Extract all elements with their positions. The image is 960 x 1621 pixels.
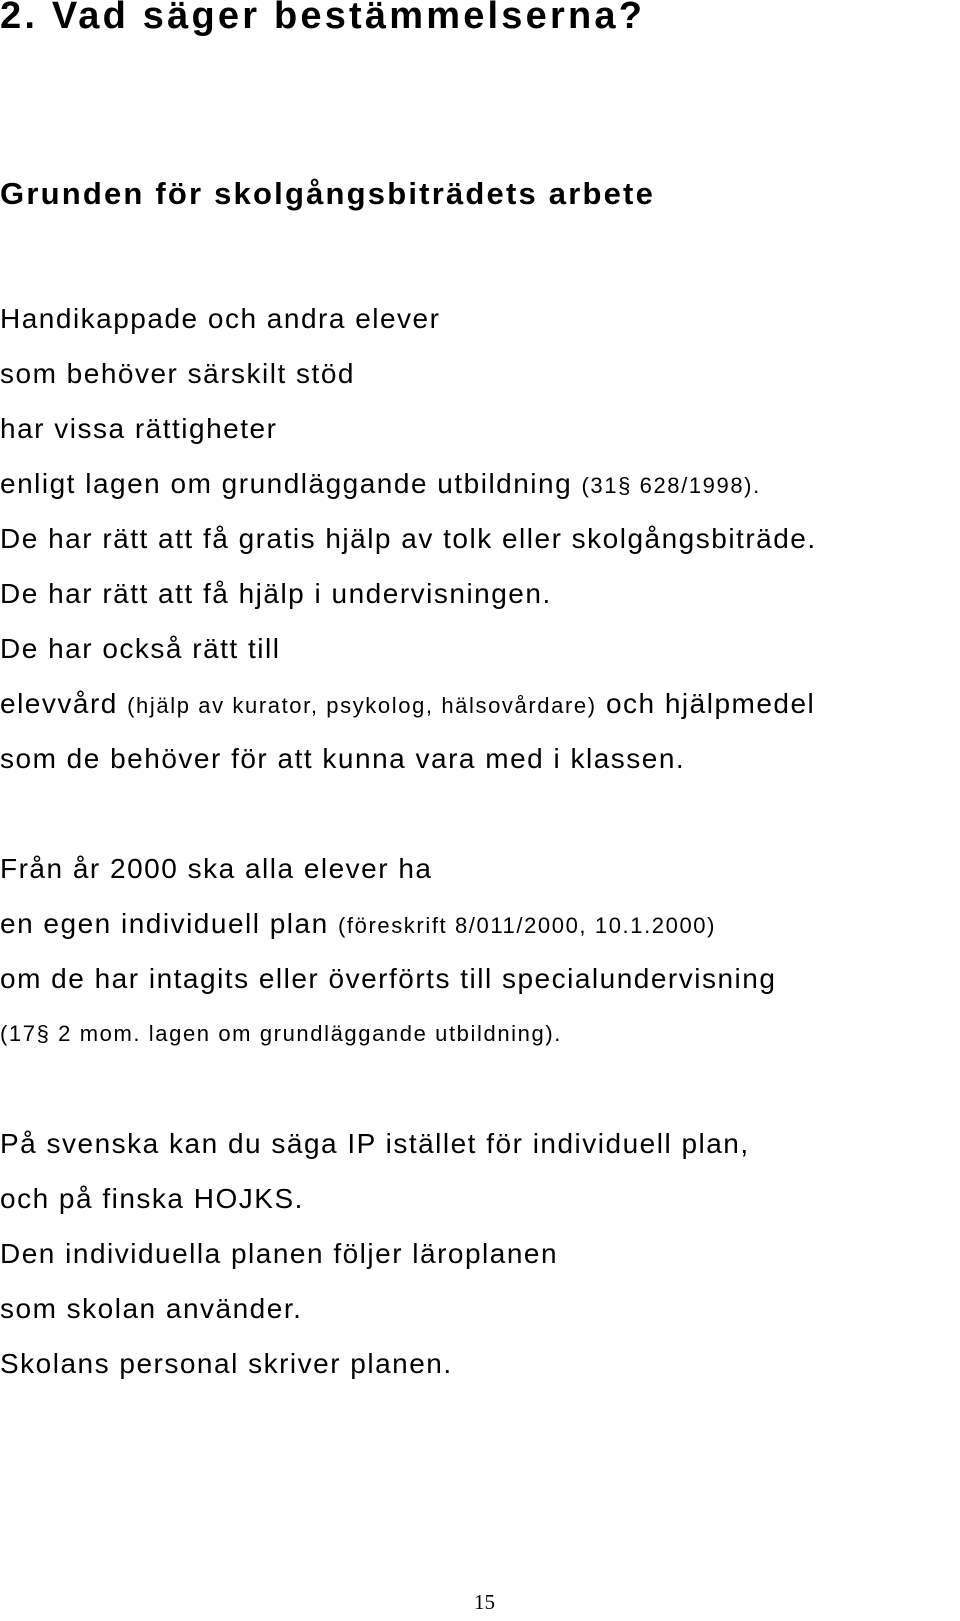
- para2-line2: [0, 907, 716, 943]
- para1-line4: [0, 467, 761, 503]
- para1-line9: som de behöver för att kunna vara med i klassen.: [0, 743, 686, 774]
- para1-line8-end: och hjälpmedel: [605, 688, 816, 719]
- subsection-heading: Grunden för skolgångsbiträdets arbete: [0, 176, 656, 211]
- para3-line1: På svenska kan du säga IP istället för individuell plan,: [0, 1128, 750, 1159]
- para1-line8-start: elevvård: [0, 688, 118, 719]
- para2-line4: (17§ 2 mom. lagen om grundläggande utbildning).: [0, 1021, 562, 1046]
- para3-line3: Den individuella planen följer läroplanen: [0, 1238, 559, 1269]
- para1-line6: De har rätt att få hjälp i undervisningen.: [0, 578, 552, 609]
- para3-line2: och på finska HOJKS.: [0, 1183, 304, 1214]
- para2-line1: Från år 2000 ska alla elever ha: [0, 853, 433, 884]
- elevvard-explanation: (hjälp av kurator, psykolog, hälsovårdare): [127, 693, 597, 718]
- para1-line8: [0, 687, 815, 723]
- para2-line2-text: en egen individuell plan: [0, 908, 329, 939]
- section-heading: 2. Vad säger bestämmelserna?: [0, 0, 646, 37]
- para1-line1: Handikappade och andra elever: [0, 303, 441, 334]
- para1-line7: De har också rätt till: [0, 633, 281, 664]
- regulation-reference: (föreskrift 8/011/2000, 10.1.2000): [337, 913, 717, 938]
- para1-line3: har vissa rättigheter: [0, 413, 278, 444]
- para3-line5: Skolans personal skriver planen.: [0, 1348, 453, 1379]
- para1-line2: som behöver särskilt stöd: [0, 358, 355, 389]
- page-number: 15: [474, 1590, 495, 1614]
- para3-line4: som skolan använder.: [0, 1293, 303, 1324]
- para2-line3: om de har intagits eller överförts till specialundervisning: [0, 963, 777, 994]
- law-reference: (31§ 628/1998).: [581, 473, 761, 498]
- para1-line4-text: enligt lagen om grundläggande utbildning: [0, 468, 573, 499]
- para1-line5: De har rätt att få gratis hjälp av tolk eller skolgångsbiträde.: [0, 523, 817, 554]
